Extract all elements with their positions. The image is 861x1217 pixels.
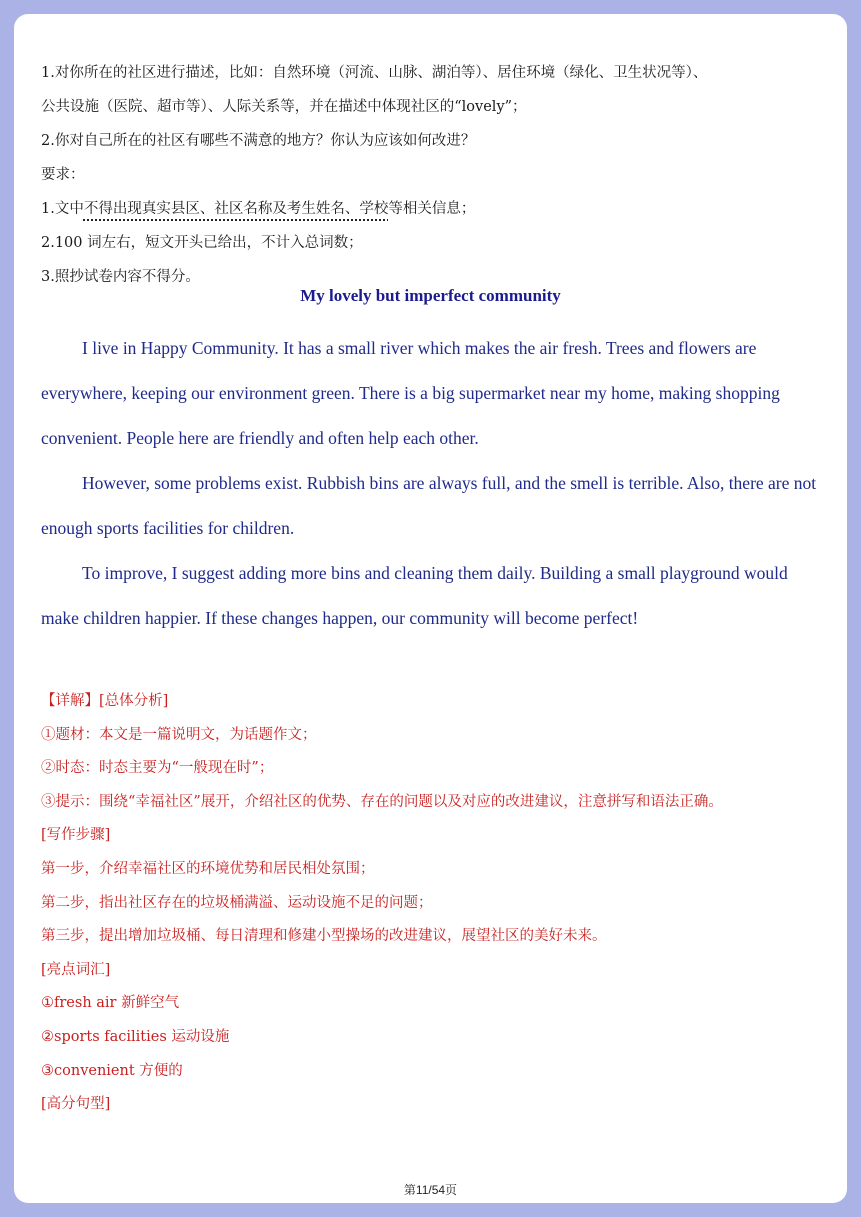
vocab-header: [亮点词汇] <box>41 961 111 978</box>
steps-header: [写作步骤] <box>41 827 111 844</box>
essay-title: My lovely but imperfect community <box>300 286 561 305</box>
rule-2: 2.100 词左右，短文开头已给出，不计入总词数； <box>41 235 363 251</box>
essay-paragraph-2: However, some problems exist. Rubbish bins are always full, and the smell is terrible. Also, there are not enough sports facilities for children. <box>41 473 817 538</box>
requirements-section <box>41 56 829 294</box>
requirements-heading: 要求： <box>41 167 85 183</box>
document-page <box>14 14 847 1203</box>
step-3: 第三步，提出增加垃圾桶、每日清理和修建小型操场的改进建议，展望社区的美好未来。 <box>41 928 607 945</box>
requirement-2: 2.你对自己所在的社区有哪些不满意的地方？你认为应该如何改进？ <box>41 133 476 149</box>
step-2: 第二步，指出社区存在的垃圾桶满溢、运动设施不足的问题； <box>41 894 433 911</box>
analysis-section <box>41 685 829 1122</box>
analysis-point-1: ①题材：本文是一篇说明文，为话题作文； <box>41 726 317 743</box>
analysis-header: 【详解】[总体分析] <box>41 693 169 709</box>
essay-body <box>41 326 829 641</box>
rule-1-emphasis: 不得出现真实县区、社区名称及考生姓名、学校 <box>83 201 389 217</box>
rule-1: 1.文中不得出现真实县区、社区名称及考生姓名、学校等相关信息； <box>41 201 476 217</box>
requirement-1b: 公共设施（医院、超市等）、人际关系等，并在描述中体现社区的“lovely”； <box>41 99 527 115</box>
vocab-2: ②sports facilities 运动设施 <box>41 1028 230 1045</box>
vocab-1: ①fresh air 新鲜空气 <box>41 995 180 1012</box>
requirement-1a: 1.对你所在的社区进行描述，比如：自然环境（河流、山脉、湖泊等）、居住环境（绿化、卫生状况等）、 <box>41 65 708 81</box>
rule-3: 3.照抄试卷内容不得分。 <box>41 269 200 285</box>
essay-paragraph-3: To improve, I suggest adding more bins and cleaning them daily. Building a small playground would make children happier. If these changes happen, our community will become perfect! <box>41 563 788 628</box>
essay-paragraph-1: I live in Happy Community. It has a small river which makes the air fresh. Trees and flowers are everywhere, keeping our environment green. There is a big supermarket near my home, making shopping convenient. People here are friendly and often help each other. <box>41 338 780 448</box>
step-1: 第一步，介绍幸福社区的环境优势和居民相处氛围； <box>41 860 375 877</box>
vocab-3: ③convenient 方便的 <box>41 1062 183 1079</box>
page-number: 第11/54页 <box>403 1183 458 1197</box>
analysis-point-3: ③提示：围绕“幸福社区”展开，介绍社区的优势、存在的问题以及对应的改进建议，注意拼写和语法正确。 <box>41 793 723 810</box>
sentence-header: [高分句型] <box>41 1096 111 1113</box>
analysis-point-2: ②时态：时态主要为“一般现在时”； <box>41 760 274 777</box>
